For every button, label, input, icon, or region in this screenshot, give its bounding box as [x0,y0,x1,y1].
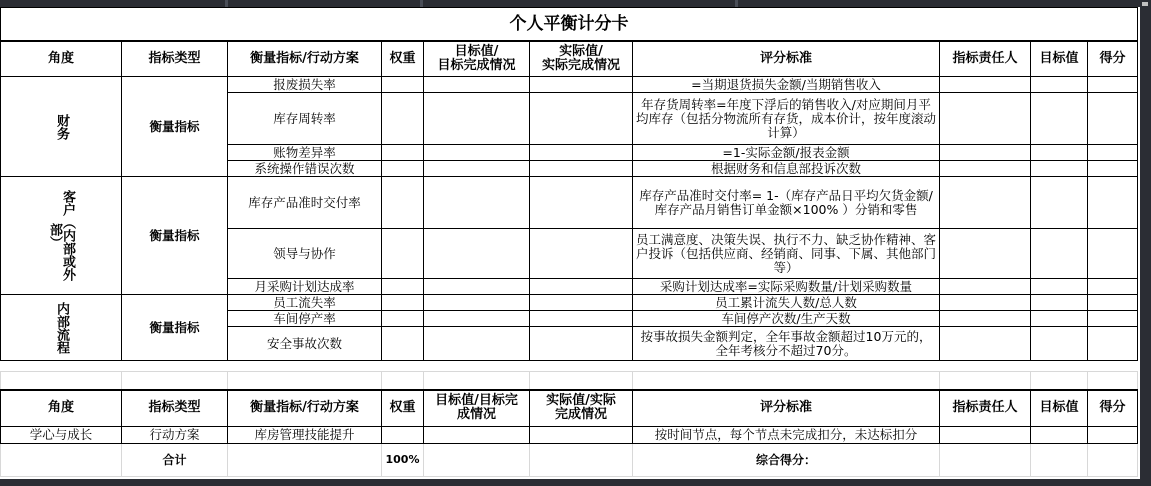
header-target-value[interactable]: 目标值 [1031,390,1088,426]
header-score[interactable]: 得分 [1088,41,1138,77]
sheet-title[interactable]: 个人平衡计分卡 [1,8,1138,41]
actual-cell[interactable] [530,177,633,229]
header-metric[interactable]: 衡量指标/行动方案 [228,41,382,77]
header-actual[interactable]: 实际值/ 实际完成情况 [530,41,633,77]
standard-cell[interactable]: =当期退货损失金额/当期销售收入 [633,77,940,93]
empty-cell[interactable] [1,443,122,476]
metric-cell[interactable]: 安全事故次数 [228,327,382,361]
angle-cell[interactable]: 学心与成长 [1,426,122,443]
target-cell[interactable] [424,426,530,443]
header-weight[interactable]: 权重 [382,390,424,426]
metric-cell[interactable]: 库存产品准时交付率 [228,177,382,229]
header-weight[interactable]: 权重 [382,41,424,77]
total-weight[interactable]: 100% [382,443,424,476]
angle-cell[interactable] [1,295,122,361]
target-cell[interactable] [424,295,530,311]
empty-cell[interactable] [228,372,382,390]
metric-cell[interactable]: 库存周转率 [228,93,382,145]
weight-cell[interactable] [382,77,424,93]
actual-cell[interactable] [530,295,633,311]
standard-cell[interactable]: 库存产品准时交付率= 1-（库存产品日平均欠货金额/库存产品月销售订单金额×100% ）分销和零售 [633,177,940,229]
header-score[interactable]: 得分 [1088,390,1138,426]
score-cell[interactable] [1088,311,1138,327]
score-cell[interactable] [1088,426,1138,443]
target-cell[interactable] [424,311,530,327]
header-type[interactable]: 指标类型 [122,390,228,426]
empty-cell[interactable] [1088,372,1138,390]
score-cell[interactable] [1088,177,1138,229]
weight-cell[interactable] [382,177,424,229]
target-cell[interactable] [424,229,530,279]
type-cell[interactable]: 衡量指标 [122,295,228,361]
target-cell[interactable] [424,177,530,229]
metric-cell[interactable]: 账物差异率 [228,145,382,161]
scorecard-table [0,7,1138,361]
empty-cell[interactable] [530,372,633,390]
owner-cell[interactable] [940,161,1031,177]
empty-cell[interactable] [530,443,633,476]
actual-cell[interactable] [530,311,633,327]
header-target[interactable]: 目标值/ 目标完成情况 [424,41,530,77]
table-row [1,77,1138,93]
standard-cell[interactable]: 车间停产次数/生产天数 [633,311,940,327]
target-value-cell[interactable] [1031,279,1088,295]
header-target-value[interactable]: 目标值 [1031,41,1088,77]
empty-cell[interactable] [940,443,1031,476]
angle-label: 内部流程 [54,301,69,354]
score-cell[interactable] [1088,77,1138,93]
weight-cell[interactable] [382,161,424,177]
empty-cell[interactable] [228,443,382,476]
score-cell[interactable] [1088,93,1138,145]
weight-cell[interactable] [382,426,424,443]
weight-cell[interactable] [382,279,424,295]
standard-cell[interactable]: 按事故损失金额判定，全年事故金额超过10万元的，全年考核分不超过70分。 [633,327,940,361]
overall-score-label[interactable]: 综合得分： [633,443,940,476]
type-cell[interactable]: 行动方案 [122,426,228,443]
column-tick [225,0,228,7]
metric-cell[interactable]: 领导与协作 [228,229,382,279]
score-cell[interactable] [1088,145,1138,161]
learning-table [0,389,1138,477]
empty-cell[interactable] [1031,443,1088,476]
actual-cell[interactable] [530,279,633,295]
empty-cell[interactable] [1031,372,1088,390]
target-value-cell[interactable] [1031,77,1088,93]
score-cell[interactable] [1088,229,1138,279]
metric-cell[interactable]: 员工流失率 [228,295,382,311]
header-type[interactable]: 指标类型 [122,41,228,77]
score-cell[interactable] [1088,161,1138,177]
header-standard[interactable]: 评分标准 [633,390,940,426]
score-cell[interactable] [1088,295,1138,311]
header-standard[interactable]: 评分标准 [633,41,940,77]
target-value-cell[interactable] [1031,229,1088,279]
target-cell[interactable] [424,145,530,161]
target-value-cell[interactable] [1031,93,1088,145]
empty-cell[interactable] [424,443,530,476]
owner-cell[interactable] [940,327,1031,361]
actual-cell[interactable] [530,229,633,279]
actual-cell[interactable] [530,327,633,361]
score-cell[interactable] [1088,327,1138,361]
header-owner[interactable]: 指标责任人 [940,390,1031,426]
actual-cell[interactable] [530,77,633,93]
standard-cell[interactable]: 员工满意度、决策失误、执行不力、缺乏协作精神、客户投诉（包括供应商、经销商、同事、下属、其他部门等） [633,229,940,279]
target-value-cell[interactable] [1031,161,1088,177]
type-cell[interactable]: 衡量指标 [122,77,228,177]
target-value-cell[interactable] [1031,177,1088,229]
owner-cell[interactable] [940,279,1031,295]
owner-cell[interactable] [940,93,1031,145]
spreadsheet-sheet [0,7,1140,479]
window-edge [1140,0,1151,486]
top-strip [0,0,1151,7]
weight-cell[interactable] [382,295,424,311]
target-cell[interactable] [424,161,530,177]
table-row [1,426,1138,443]
column-tick [735,0,738,7]
header-target[interactable]: 目标值/目标完 成情况 [424,390,530,426]
standard-cell[interactable]: 根据财务和信息部投诉次数 [633,161,940,177]
target-cell[interactable] [424,77,530,93]
weight-cell[interactable] [382,229,424,279]
owner-cell[interactable] [940,145,1031,161]
table-row [1,295,1138,311]
empty-cell[interactable] [1,372,122,390]
metric-cell[interactable]: 月采购计划达成率 [228,279,382,295]
metric-cell[interactable]: 系统操作错误次数 [228,161,382,177]
total-label[interactable]: 合计 [122,443,228,476]
header-actual[interactable]: 实际值/实际 完成情况 [530,390,633,426]
target-cell[interactable] [424,279,530,295]
empty-cell[interactable] [382,372,424,390]
standard-cell[interactable]: 员工累计流失人数/总人数 [633,295,940,311]
actual-cell[interactable] [530,93,633,145]
metric-cell[interactable]: 车间停产率 [228,311,382,327]
weight-cell[interactable] [382,311,424,327]
total-row [1,443,1138,476]
owner-cell[interactable] [940,77,1031,93]
spacer-rows [0,371,1138,390]
standard-cell[interactable]: =1-实际金额/报表金额 [633,145,940,161]
header-metric[interactable]: 衡量指标/行动方案 [228,390,382,426]
angle-label: 财务 [54,113,69,140]
angle-label: 客户（内部或外部） [47,190,75,281]
target-value-cell[interactable] [1031,311,1088,327]
actual-cell[interactable] [530,426,633,443]
header-angle[interactable]: 角度 [1,390,122,426]
owner-cell[interactable] [940,229,1031,279]
metric-cell[interactable]: 报废损失率 [228,77,382,93]
owner-cell[interactable] [940,311,1031,327]
table-row [1,177,1138,229]
standard-cell[interactable]: 按时间节点，每个节点未完成扣分，未达标扣分 [633,426,940,443]
owner-cell[interactable] [940,295,1031,311]
weight-cell[interactable] [382,145,424,161]
owner-cell[interactable] [940,426,1031,443]
target-value-cell[interactable] [1031,145,1088,161]
target-value-cell[interactable] [1031,426,1088,443]
type-cell[interactable]: 衡量指标 [122,177,228,295]
scroll-marker-icon [1142,2,1148,6]
target-cell[interactable] [424,327,530,361]
angle-cell[interactable] [1,77,122,177]
target-value-cell[interactable] [1031,295,1088,311]
empty-cell[interactable] [122,372,228,390]
target-value-cell[interactable] [1031,327,1088,361]
empty-cell[interactable] [940,372,1031,390]
weight-cell[interactable] [382,93,424,145]
header-owner[interactable]: 指标责任人 [940,41,1031,77]
angle-cell[interactable] [1,177,122,295]
column-tick [420,0,423,7]
standard-cell[interactable]: 年存货周转率=年度下浮后的销售收入/对应期间月平均库存（包括分物流所有存货，成本价计，按年度滚动计算） [633,93,940,145]
header-angle[interactable]: 角度 [1,41,122,77]
weight-cell[interactable] [382,327,424,361]
empty-cell[interactable] [424,372,530,390]
empty-cell[interactable] [1088,443,1138,476]
owner-cell[interactable] [940,177,1031,229]
target-cell[interactable] [424,93,530,145]
standard-cell[interactable]: 采购计划达成率=实际采购数量/计划采购数量 [633,279,940,295]
empty-cell[interactable] [633,372,940,390]
metric-cell[interactable]: 库房管理技能提升 [228,426,382,443]
score-cell[interactable] [1088,279,1138,295]
actual-cell[interactable] [530,145,633,161]
actual-cell[interactable] [530,161,633,177]
